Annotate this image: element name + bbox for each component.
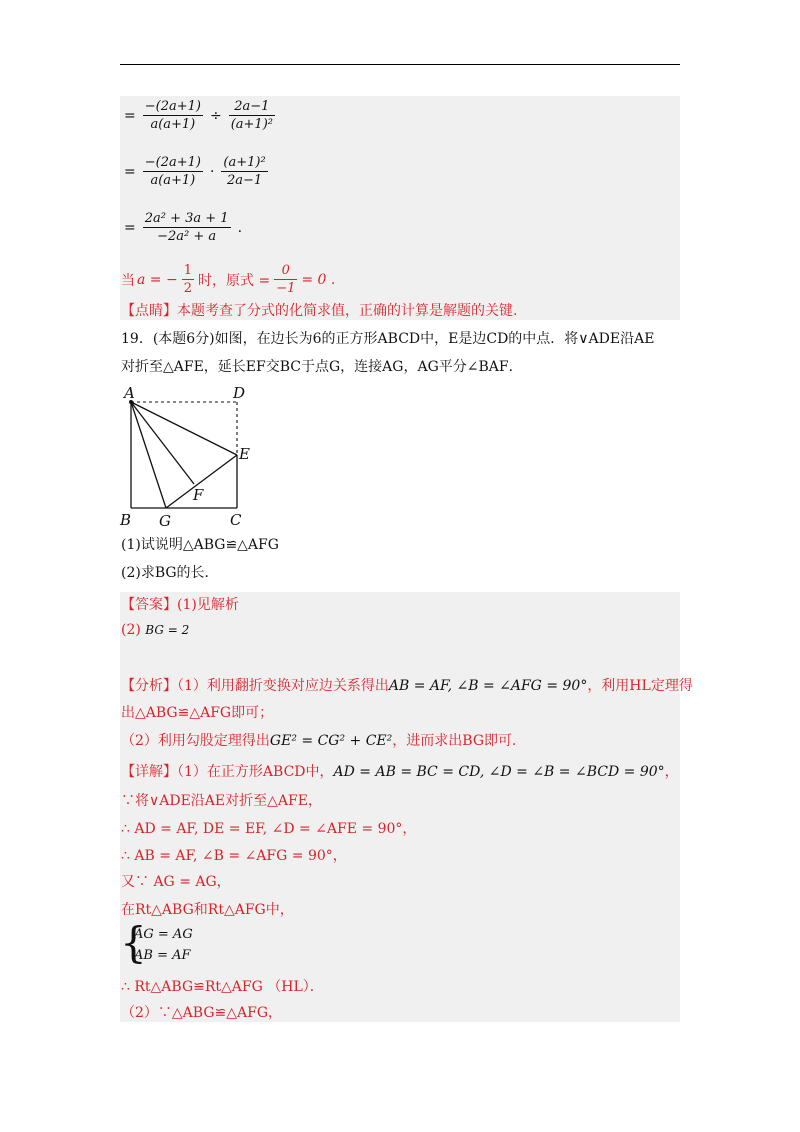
- question-2: (2)求BG的长．: [121, 565, 219, 581]
- detail-line-5: 又∵ AG = AG，: [121, 874, 231, 890]
- label-d: D: [233, 384, 246, 402]
- header-rule: [120, 64, 680, 65]
- problem-line-1: 19．(本题6分)如图，在边长为6的正方形ABCD中，E是边CD的中点．将∨ADE沿AE: [121, 331, 655, 347]
- detail-line-2: ∵将∨ADE沿AE对折至△AFE，: [121, 793, 322, 809]
- comment-note: 【点睛】本题考查了分式的化简求值，正确的计算是解题的关键.: [121, 303, 518, 319]
- detail-line-1: 【详解】（1）在正方形ABCD中，AD = AB = BC = CD, ∠D = ∠B = ∠BCD = 90°，: [121, 764, 679, 780]
- answer-line-1: 【答案】(1)见解析: [121, 597, 239, 613]
- analysis-line-3: （2）利用勾股定理得出GE² = CG² + CE²，进而求出BG即可．: [121, 733, 526, 749]
- system-eq-1: AG = AG: [134, 927, 193, 942]
- question-1: (1)试说明△ABG≌△AFG: [121, 537, 279, 553]
- label-f: F: [193, 486, 204, 504]
- answer-line-2: (2) BG = 2: [121, 622, 190, 638]
- label-c: C: [230, 511, 242, 529]
- detail-line-9: ∴ Rt△ABG≌Rt△AFG （HL）．: [121, 979, 324, 995]
- problem-line-2: 对折至△AFE，延长EF交BC于点G，连接AG，AG平分∠BAF．: [121, 359, 523, 375]
- detail-line-10: （2）∵△ABG≌△AFG，: [121, 1005, 283, 1021]
- label-a: A: [124, 384, 135, 402]
- label-g: G: [159, 512, 171, 530]
- analysis-line-2: 出△ABG≌△AFG即可；: [121, 705, 274, 721]
- detail-line-4: ∴ AB = AF, ∠B = ∠AFG = 90°，: [121, 848, 347, 864]
- fold-lines: [131, 402, 237, 508]
- detail-line-3: ∴ AD = AF, DE = EF, ∠D = ∠AFE = 90°，: [121, 821, 417, 837]
- system-eq-2: AB = AF: [134, 948, 191, 963]
- square-sides: [131, 402, 237, 508]
- label-b: B: [120, 511, 132, 529]
- equation-line-2: = $\frac{-(2a+1)}{a(a+1)}$ · $\frac{\text{(a+1)²}}{2a-1}$: [124, 155, 266, 188]
- equation-line-1: = $\frac{-(2a+1)}{a(a+1)}$ ÷ $\frac{2a-1}{\text{(a+1)²}}$: [124, 99, 273, 132]
- system-brace: {: [120, 918, 147, 967]
- evaluation-line: 当 a = − $\frac{1}{2}$ 时，原式 = $\frac{0}{-1}$ = 0 .: [121, 263, 336, 296]
- equation-line-3: = $\frac{\text{2a² + 3a + 1}}{\text{−2a² + a}}$ .: [124, 211, 243, 244]
- label-e: E: [239, 445, 250, 463]
- analysis-line-1: 【分析】（1）利用翻折变换对应边关系得出AB = AF, ∠B = ∠AFG = 90°，利用HL定理得: [121, 678, 693, 694]
- geometry-figure: [115, 380, 265, 530]
- detail-line-6: 在Rt△ABG和Rt△AFG中，: [121, 902, 294, 918]
